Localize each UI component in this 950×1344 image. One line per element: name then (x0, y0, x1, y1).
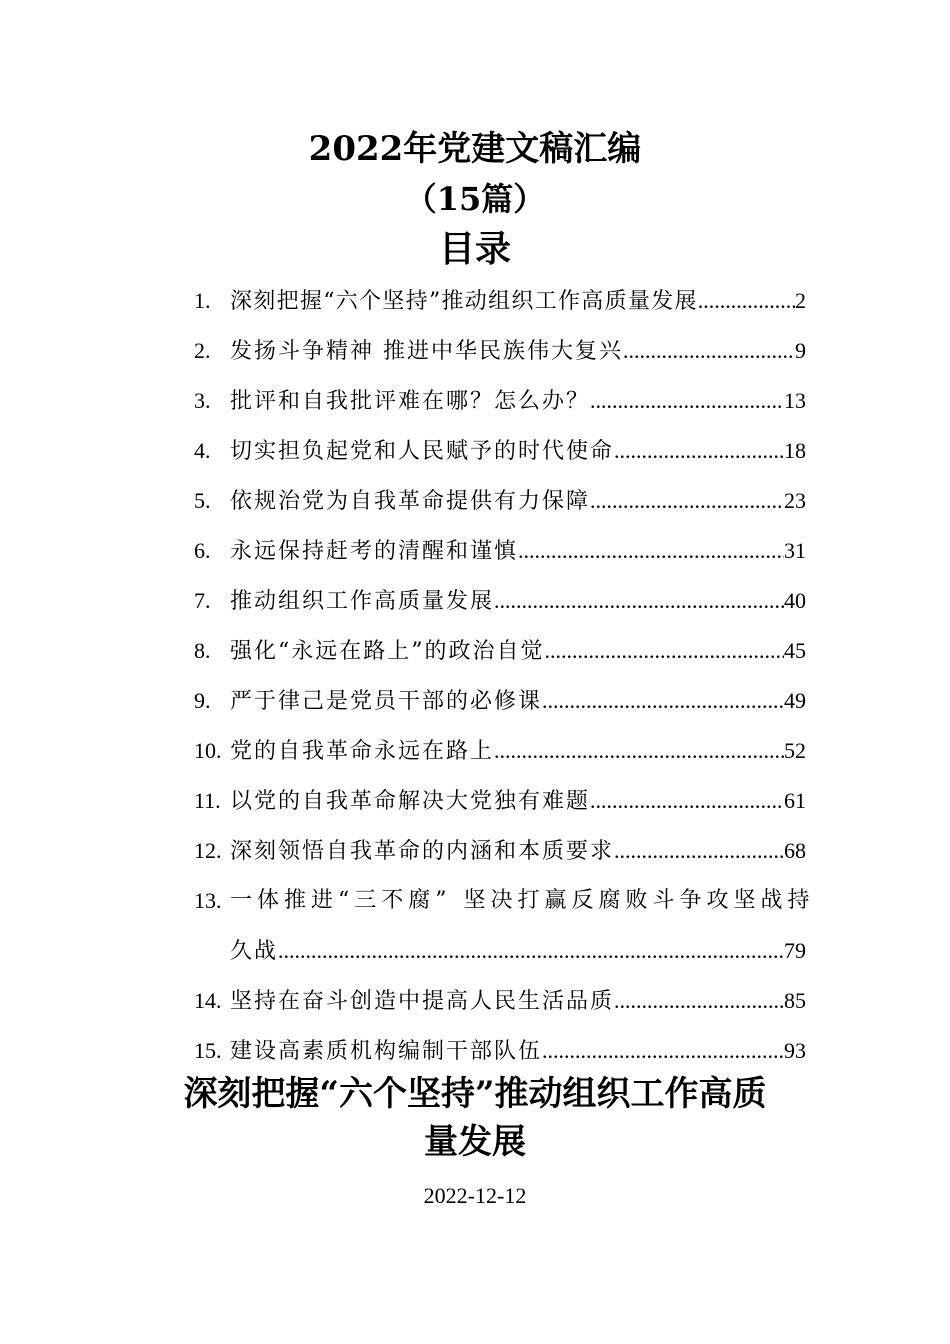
toc-entry-page: 2 (795, 288, 806, 313)
toc-leader-dots (542, 1026, 784, 1076)
document-subtitle: （15篇） (404, 180, 546, 218)
toc-entry-title: 坚持在奋斗创造中提高人民生活品质 (230, 989, 615, 1014)
toc-entry-link[interactable] (230, 476, 806, 527)
toc-entry-page: 31 (784, 538, 806, 563)
article-title-line1: 深刻把握“六个坚持”推动组织工作高质 (183, 1074, 767, 1114)
toc-entry-link[interactable] (230, 976, 806, 1027)
toc-entry[interactable] (194, 576, 806, 626)
toc-leader-dots (494, 576, 784, 626)
toc-leader-dots (614, 976, 784, 1026)
toc-entry[interactable] (194, 376, 806, 426)
toc-entry-link[interactable] (230, 426, 806, 477)
toc-entry-title: 以党的自我革命解决大党独有难题 (230, 789, 591, 814)
toc-entry-page: 13 (784, 388, 806, 413)
toc-entry[interactable] (194, 326, 806, 376)
toc-entry-page: 45 (784, 638, 806, 663)
article-title-line2: 量发展 (424, 1122, 526, 1162)
toc-entry-title: 深刻把握“六个坚持”推动组织工作高质量发展 (230, 289, 698, 314)
toc-entry-title: 推动组织工作高质量发展 (230, 589, 495, 614)
toc-entry-title: 党的自我革命永远在路上 (230, 739, 495, 764)
toc-entry-number: 13. (194, 888, 222, 913)
toc-entry-number: 9. (194, 688, 211, 713)
toc-entry-page: 18 (784, 438, 806, 463)
toc-entry[interactable] (194, 526, 806, 576)
toc-entry-number: 12. (194, 838, 222, 863)
toc-heading: 目录 (438, 228, 511, 270)
toc-entry-title: 永远保持赶考的清醒和谨慎 (230, 539, 519, 564)
document-title: 2022年党建文稿汇编 (308, 129, 642, 169)
toc-entry-page: 40 (784, 588, 806, 613)
toc-entry[interactable] (194, 276, 806, 326)
toc-leader-dots (518, 526, 784, 576)
toc-leader-dots (590, 376, 784, 426)
toc-entry-link[interactable] (230, 676, 806, 727)
toc-entry-title: 发扬斗争精神 推进中华民族伟大复兴 (230, 339, 623, 364)
toc-entry[interactable] (194, 426, 806, 476)
toc-entry-page: 52 (784, 738, 806, 763)
table-of-contents (194, 276, 815, 1076)
toc-entry-number: 10. (194, 738, 222, 763)
toc-entry-page: 68 (784, 838, 806, 863)
article-title (0, 1070, 950, 1166)
toc-entry-link[interactable] (230, 626, 806, 677)
toc-entry-page: 93 (784, 1038, 806, 1063)
toc-leader-dots (590, 476, 784, 526)
toc-entry[interactable] (194, 826, 806, 876)
toc-entry-link[interactable] (230, 826, 806, 877)
toc-entry-number: 8. (194, 638, 211, 663)
toc-entry-title: 严于律己是党员干部的必修课 (230, 689, 543, 714)
toc-entry[interactable] (194, 676, 806, 726)
toc-entry-number: 7. (194, 588, 211, 613)
toc-entry-link[interactable] (230, 726, 806, 777)
toc-leader-dots (494, 726, 784, 776)
toc-entry-number: 2. (194, 338, 211, 363)
toc-entry[interactable] (194, 726, 806, 776)
toc-entry-page: 61 (784, 788, 806, 813)
toc-entry-title: 强化“永远在路上”的政治自觉 (230, 639, 545, 664)
article-date: 2022-12-12 (423, 1183, 527, 1208)
toc-entry-title: 建设高素质机构编制干部队伍 (230, 1039, 543, 1064)
toc-entry-number: 11. (194, 788, 221, 813)
toc-leader-dots (614, 826, 784, 876)
toc-entry-title-continued (230, 926, 806, 976)
toc-entry-number: 6. (194, 538, 211, 563)
toc-entry-link[interactable] (230, 776, 806, 827)
toc-entry-link[interactable] (230, 326, 806, 377)
toc-entry-page: 9 (795, 338, 806, 363)
toc-entry-number: 1. (194, 288, 211, 313)
toc-entry[interactable] (194, 976, 806, 1026)
toc-entry-number: 3. (194, 388, 211, 413)
toc-entry-page: 79 (784, 938, 806, 963)
toc-entry-page: 23 (784, 488, 806, 513)
toc-entry-number: 5. (194, 488, 211, 513)
toc-entry[interactable] (194, 776, 806, 826)
toc-leader-dots (545, 626, 785, 676)
toc-entry-title: 批评和自我批评难在哪？怎么办？ (230, 389, 591, 414)
toc-entry[interactable] (194, 1026, 806, 1076)
toc-leader-dots (590, 776, 784, 826)
toc-entry-link[interactable] (230, 876, 815, 976)
toc-leader-dots (623, 326, 795, 376)
toc-leader-dots (542, 676, 784, 726)
toc-entry-number: 14. (194, 988, 222, 1013)
toc-entry[interactable] (194, 626, 806, 676)
toc-leader-dots (278, 926, 784, 976)
toc-entry-title: 切实担负起党和人民赋予的时代使命 (230, 439, 615, 464)
toc-entry-title: 一体推进“三不腐” 坚决打赢反腐败斗争攻坚战持 (230, 888, 815, 913)
toc-entry-link[interactable] (230, 526, 806, 577)
toc-entry-title: 深刻领悟自我革命的内涵和本质要求 (230, 839, 615, 864)
toc-entry-title: 依规治党为自我革命提供有力保障 (230, 489, 591, 514)
toc-entry-link[interactable] (230, 576, 806, 627)
toc-entry-link[interactable] (230, 376, 806, 427)
toc-entry-page: 85 (784, 988, 806, 1013)
toc-leader-dots (698, 276, 795, 326)
toc-entry-number: 15. (194, 1038, 222, 1063)
toc-entry[interactable] (194, 476, 806, 526)
toc-entry-link[interactable] (230, 276, 806, 327)
toc-leader-dots (614, 426, 784, 476)
toc-entry-title-line2: 久战 (230, 939, 279, 964)
toc-entry-page: 49 (784, 688, 806, 713)
toc-entry[interactable] (194, 876, 815, 976)
toc-entry-number: 4. (194, 438, 211, 463)
